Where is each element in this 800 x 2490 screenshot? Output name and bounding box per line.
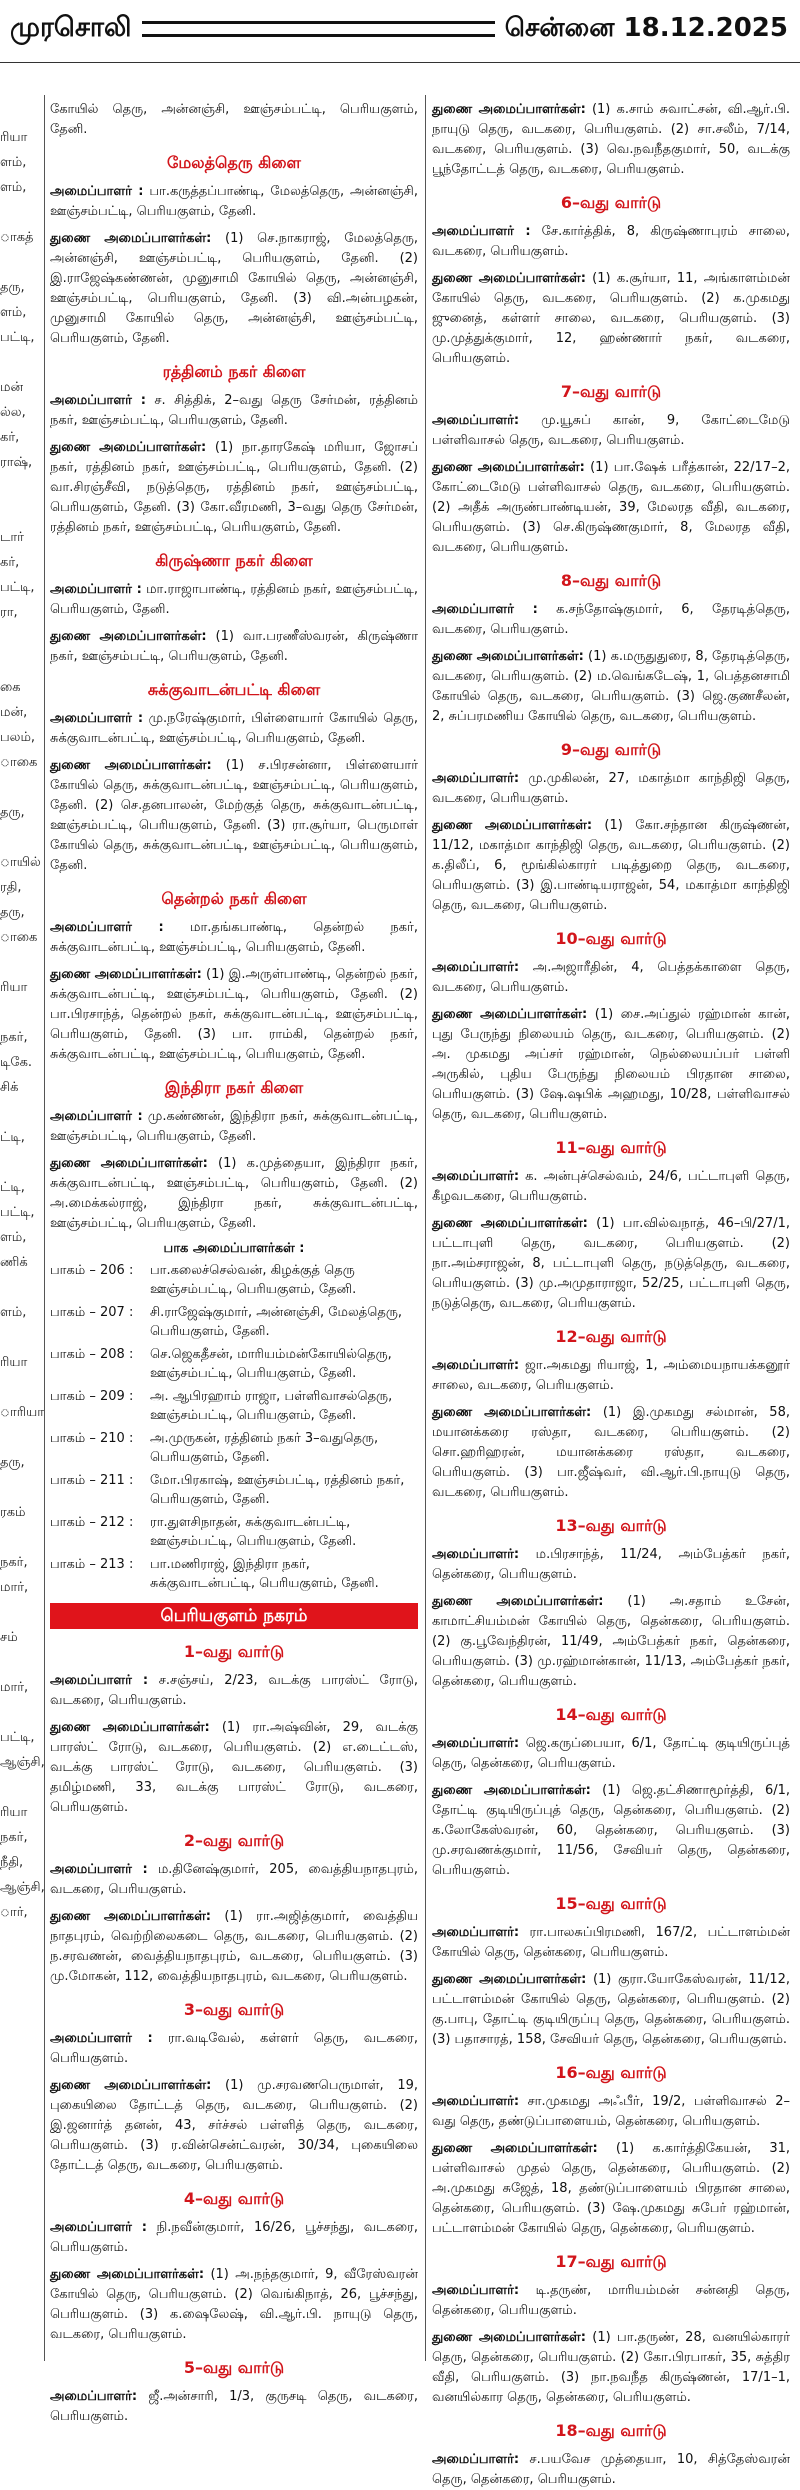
deputy-organisers-entry <box>50 1907 418 1987</box>
section-heading-thendral-nagar: தென்றல் நகர் கிளை <box>161 889 307 908</box>
organiser-entry <box>50 1107 418 1147</box>
organiser-label: அமைப்பாளர்: <box>432 1169 520 1184</box>
deputy-organisers-entry <box>50 965 418 1065</box>
deputy-organisers-entry <box>432 1781 790 1881</box>
organiser-label: அமைப்பாளர்: <box>432 1547 520 1562</box>
left-column-text-fragment: ஆஞ்சி, <box>0 1880 45 1895</box>
left-column-text-fragment: சிக் <box>0 1080 19 1095</box>
organiser-entry <box>50 580 418 620</box>
left-column-text-fragment: ராஷ், <box>0 455 33 470</box>
left-column-text-fragment: ாகை <box>0 755 38 770</box>
left-column-text-fragment: டார் <box>0 530 24 545</box>
left-column-text-fragment: ார், <box>0 1905 28 1920</box>
left-column-text-fragment: சம் <box>0 1630 18 1645</box>
deputy-organisers-entry <box>432 1592 790 1692</box>
booth-row <box>50 1429 418 1467</box>
deputy-organisers-entry <box>50 1154 418 1234</box>
deputy-organisers-entry <box>50 2265 418 2345</box>
left-column-text-fragment <box>0 1425 40 1450</box>
left-column-text-fragment: ஆஞ்சி, <box>0 1755 45 1770</box>
left-column-text-fragment <box>0 200 40 225</box>
organiser-text: ஜெ.கருப்பையா, 6/1, தோட்டி குடியிருப்புத் தெரு, தென்கரை, பெரியகுளம். <box>432 1736 790 1771</box>
section-heading-indira-nagar: இந்திரா நகர் கிளை <box>164 1078 304 1097</box>
organiser-entry <box>50 1671 418 1711</box>
newspaper-name: முரசொலி <box>10 11 132 43</box>
intro-text: கோயில் தெரு, அன்னஞ்சி, ஊஞ்சம்பட்டி, பெரியகுளம், தேனி. <box>50 102 418 137</box>
organiser-entry <box>50 391 418 431</box>
left-column-text-fragment <box>0 1525 40 1550</box>
left-column-text-fragment <box>0 350 40 375</box>
left-column-text-fragment <box>0 1150 40 1175</box>
deputy-label: துணை அமைப்பாளர்கள்: <box>432 1216 588 1231</box>
organiser-entry <box>432 2450 790 2490</box>
deputy-label: துணை அமைப்பாளர்கள்: <box>50 1909 212 1924</box>
organiser-entry <box>50 918 418 958</box>
deputy-text: (1) ரா.அஜித்குமார், வைத்திய நாதபுரம், வெற்றிலைகடை தெரு, வடகரை, பெரியகுளம். (2) ந.சரவணன், வைத்தியநாதபுரம், வடகரை, பெரியகுளம். (3) மு.மோகன், 112, வைத்தியநாதபுரம், வடகரை, பெரியகுளம். <box>50 1909 418 1984</box>
deputy-label: துணை அமைப்பாளர்கள்: <box>50 231 212 246</box>
organiser-label: அமைப்பாளர் : <box>432 224 531 239</box>
deputy-organisers-entry <box>432 2328 790 2408</box>
deputy-text: (1) அ.சதாம் உசேன், காமாட்சியம்மன் கோயில் தெரு, தென்கரை, பெரியகுளம். (2) கு.பூவேந்திரன், 11/49, அம்பேத்கர் நகர், தென்கரை, பெரியகுளம். (3) மு.ரஹ்மான்கான், 11/13, அம்பேத்கர் நகர், தென்கரை, பெரியகுளம். <box>432 1594 790 1689</box>
organiser-text: மு.நரேஷ்குமார், பிள்ளையார் கோயில் தெரு, சுக்குவாடன்பட்டி, ஊஞ்சம்பட்டி, பெரியகுளம், தேனி. <box>50 711 418 746</box>
deputy-text: (1) ஜெ.தட்சிணாமூர்த்தி, 6/1, தோட்டி குடியிருப்புத் தெரு, தென்கரை, பெரியகுளம். (2) க.லோகேஸ்வரன், 60, தென்கரை, பெரியகுளம். (3) மு.சரவணக்குமார், 11/56, சேவியர் தெரு, தென்கரை, பெரியகுளம். <box>432 1783 790 1878</box>
deputy-label: துணை அமைப்பாளர்கள்: <box>50 1720 210 1735</box>
booth-row <box>50 1303 418 1341</box>
left-column-text-fragment <box>0 1100 40 1125</box>
organiser-label: அமைப்பாளர்: <box>432 1925 520 1940</box>
left-column-text-fragment: கர், <box>0 430 20 445</box>
organiser-label: அமைப்பாளர்: <box>432 1358 520 1373</box>
deputy-label: துணை அமைப்பாளர்கள்: <box>432 102 586 117</box>
deputy-label: துணை அமைப்பாளர்கள்: <box>50 2267 205 2282</box>
organiser-label: அமைப்பாளர்: <box>50 2389 138 2404</box>
organiser-entry <box>50 182 418 222</box>
deputy-label: துணை அமைப்பாளர்கள்: <box>432 1007 588 1022</box>
left-column-text-fragment: பலம், <box>0 730 36 745</box>
deputy-text: (1) க.சூர்யா, 11, அங்காளம்மன் கோயில் தெரு, வடகரை, பெரியகுளம். (2) க.முகமது ஜுனைத், கள்ளர் சாலை, வடகரை, பெரியகுளம். (3) மு.முத்துக்குமார், 12, ஹண்ணார் நகர், வடகரை, பெரியகுளம். <box>432 271 791 366</box>
deputy-text: (1) பா.வில்வநாத், 46–பி/27/1, பட்டாபுளி தெரு, வடகரை, பெரியகுளம். (2) நா.அம்சராஜன், 8, பட்டாபுளி தெரு, நடுத்தெரு, வடகரை, பெரியகுளம். (3) மு.அமுதாராஜா, 52/25, பட்டாபுளி தெரு, நடுத்தெரு, வடகரை, பெரியகுளம். <box>432 1216 790 1311</box>
ward-heading-14: 14–வது வார்டு <box>555 1705 667 1724</box>
organiser-label: அமைப்பாளர் : <box>50 393 146 408</box>
left-column-text-fragment: ாயில் <box>0 855 41 870</box>
ward-heading-12: 12–வது வார்டு <box>555 1327 667 1346</box>
left-column-text-fragment: நகர், <box>0 1030 28 1045</box>
left-column-text-fragment: ாரியா <box>0 1405 45 1420</box>
periyakulam-town-banner: பெரியகுளம் நகரம் <box>50 1603 418 1629</box>
organiser-entry <box>50 2218 418 2258</box>
organiser-entry <box>50 2387 418 2427</box>
left-column-text-fragment: தரு, <box>0 280 25 295</box>
left-column-text-fragment: ட்டி, <box>0 1130 25 1145</box>
deputy-text: (1) மு.சரவணபெருமாள், 19, புகையிலை தோட்டத் தெரு, வடகரை, பெரியகுளம். (2) இ.ஜனார்த் தனன், 43, சர்ச்சல் பள்ளித் தெரு, வடகரை, பெரியகுளம். (3) ர.வின்சென்ட்வரன், 30/34, புகையிலை தோட்டத் தெரு, வடகரை, பெரியகுளம். <box>50 2078 418 2173</box>
deputy-organisers-entry <box>432 1403 790 1503</box>
organiser-entry <box>432 222 790 262</box>
left-column-text-fragment: தரு, <box>0 1455 25 1470</box>
left-column-text-fragment: டிகே. <box>0 1055 33 1070</box>
deputy-organisers-entry <box>432 1005 790 1125</box>
booth-row <box>50 1261 418 1299</box>
left-column-text-fragment: நகர், <box>0 1555 28 1570</box>
organiser-entry <box>50 709 418 749</box>
booth-row <box>50 1555 418 1593</box>
deputy-label: துணை அமைப்பாளர்கள்: <box>50 1156 208 1171</box>
organiser-label: அமைப்பாளர் : <box>50 2220 147 2235</box>
ward-heading-16: 16–வது வார்டு <box>555 2063 667 2082</box>
left-column-text-fragment: ளம், <box>0 155 27 170</box>
organiser-text: சே.கார்த்திக், 8, கிருஷ்ணாபுரம் சாலை, வடகரை, பெரியகுளம். <box>432 224 790 259</box>
left-column-text-fragment: பட்டி, <box>0 330 35 345</box>
left-column-text-fragment: தரு, <box>0 905 25 920</box>
deputy-organisers-entry <box>50 1718 418 1818</box>
organiser-label: அமைப்பாளர் : <box>50 582 142 597</box>
deputy-text: (1) செ.நாகராஜ், மேலத்தெரு, அன்னஞ்சி, ஊஞ்சம்பட்டி, பெரியகுளம், தேனி. (2) இ.ராஜேஷ்கண்ணன், முனுசாமி கோயில் தெரு, அன்னஞ்சி, ஊஞ்சம்பட்டி, பெரியகுளம், தேனி. (3) வி.அன்பழகன், முனுசாமி கோயில் தெரு, அன்னஞ்சி, ஊஞ்சம்பட்டி, பெரியகுளம், தேனி. <box>50 231 418 346</box>
deputy-text: (1) பா.ஷேக் பரீத்கான், 22/17–2, கோட்டைமேடு பள்ளிவாசல் தெரு, வடகரை, பெரியகுளம். (2) அதீக் அருண்பாண்டியன், 39, மேலரத வீதி, வடகரை, பெரியகுளம். (3) செ.கிருஷ்ணகுமார், 8, மேலரத வீதி, வடகரை, பெரியகுளம். <box>432 460 790 555</box>
left-column-text-fragment <box>0 100 40 125</box>
deputy-text: (1) க.முத்தையா, இந்திரா நகர், சுக்குவாடன்பட்டி, ஊஞ்சம்பட்டி, பெரியகுளம், தேனி. (2) அ.மைக்கல்ராஜ், இந்திரா நகர், சுக்குவாடன்பட்டி, ஊஞ்சம்பட்டி, பெரியகுளம், தேனி. <box>50 1156 419 1231</box>
organiser-text: மா.தங்கபாண்டி, தென்றல் நகர், சுக்குவாடன்பட்டி, ஊஞ்சம்பட்டி, பெரியகுளம், தேனி. <box>50 920 418 955</box>
left-column-text-fragment <box>0 1000 40 1025</box>
left-column-text-fragment <box>0 1375 40 1400</box>
organiser-text: ரா.வடிவேல், கள்ளர் தெரு, வடகரை, பெரியகுளம். <box>50 2031 418 2066</box>
ward-heading-18: 18–வது வார்டு <box>555 2421 667 2440</box>
booth-organiser: மோ.பிரகாஷ், ஊஞ்சம்பட்டி, ரத்தினம் நகர், பெரியகுளம், தேனி. <box>150 1473 405 1507</box>
organiser-text: டி.தருண், மாரியம்மன் சன்னதி தெரு, தென்கரை, பெரியகுளம். <box>432 2283 790 2318</box>
organiser-label: அமைப்பாளர்: <box>432 2452 520 2467</box>
organiser-entry <box>432 2281 790 2321</box>
organiser-label: அமைப்பாளர்: <box>432 960 520 975</box>
booth-organiser: அ.முருகன், ரத்தினம் நகர் 3–வதுதெரு, பெரியகுளம், தேனி. <box>150 1431 379 1465</box>
deputy-label: துணை அமைப்பாளர்கள்: <box>50 629 207 644</box>
booth-organisers-heading: பாக அமைப்பாளர்கள் : <box>163 1241 305 1256</box>
left-column-text-fragment <box>0 1775 40 1800</box>
left-column-text-fragment: நீதி, <box>0 1855 24 1870</box>
deputy-organisers-entry <box>50 438 418 538</box>
organiser-entry <box>432 1356 790 1396</box>
left-column-text-fragment: ரியா <box>0 1805 28 1820</box>
organiser-text: ம.தினேஷ்குமார், 205, வைத்தியநாதபுரம், வடகரை, பெரியகுளம். <box>50 1862 418 1897</box>
organiser-label: அமைப்பாளர்: <box>432 2283 520 2298</box>
organiser-entry <box>50 2029 418 2069</box>
left-column-text-fragment: ரியா <box>0 130 28 145</box>
organiser-entry <box>432 1167 790 1207</box>
organiser-text: அ.அஜாரீதின், 4, பெத்தக்காளை தெரு, வடகரை, பெரியகுளம். <box>432 960 790 995</box>
organiser-text: ம.பிரசாந்த், 11/24, அம்பேத்கர் நகர், தென்கரை, பெரியகுளம். <box>432 1547 790 1582</box>
organiser-text: மு.முகிலன், 27, மகாத்மா காந்திஜி தெரு, வடகரை, பெரியகுளம். <box>432 771 790 806</box>
deputy-text: (1) ச.பிரசன்னா, பிள்ளையார் கோயில் தெரு, சுக்குவாடன்பட்டி, ஊஞ்சம்பட்டி, பெரியகுளம், தேனி. (2) செ.தனபாலன், மேற்குத் தெரு, சுக்குவாடன்பட்டி, ஊஞ்சம்பட்டி, பெரியகுளம், தேனி. (3) ரா.சூர்யா, பெருமாள் கோயில் தெரு, சுக்குவாடன்பட்டி, ஊஞ்சம்பட்டி, பெரியகுளம், தேனி. <box>50 758 418 873</box>
deputy-label: துணை அமைப்பாளர்கள்: <box>432 1783 591 1798</box>
left-column-text-fragment: ரதி, <box>0 880 22 895</box>
column-divider-1 <box>44 95 45 2361</box>
booth-number: பாகம் – 212 : <box>50 1515 134 1530</box>
organiser-entry <box>432 411 790 451</box>
booth-number: பாகம் – 209 : <box>50 1389 134 1404</box>
organiser-label: அமைப்பாளர் : <box>432 602 538 617</box>
deputy-text: (1) சை.அப்துல் ரஹ்மான் கான், புது பேருந்து நிலையம் தெரு, வடகரை, பெரியகுளம். (2) அ. முகமது அப்சர் ரஹ்மான், நெல்லையப்பர் பள்ளி அருகில், புதிய பேருந்து நிலையம் பிரதான சாலை, பெரியகுளம். (3) ஷே.ஷபிக் அஹமது, 10/28, பள்ளிவாசல் தெரு, வடகரை, பெரியகுளம். <box>432 1007 790 1122</box>
organiser-text: மா.ராஜாபாண்டி, ரத்தினம் நகர், ஊஞ்சம்பட்டி, பெரியகுளம், தேனி. <box>50 582 418 617</box>
deputy-text: (1) பா.தருண், 28, வனயில்காரர் தெரு, தென்கரை, பெரியகுளம். (2) கோ.பிரபாகர், 35, சுத்திர வீதி, பெரியகுளம். (3) நா.நவநீத கிருஷ்ணன், 17/1–1, வனயில்கார தெரு, தென்கரை, பெரியகுளம். <box>432 2330 790 2405</box>
left-column-text-fragment <box>0 775 40 800</box>
right-column <box>432 100 791 2487</box>
deputy-text: (1) நா.தாரகேஷ் மரியா, ஜோசப் நகர், ரத்தினம் நகர், ஊஞ்சம்பட்டி, பெரியகுளம், தேனி. (2) வா.சிரஞ்சீவி, நடுத்தெரு, ரத்தினம் நகர், ஊஞ்சம்பட்டி, பெரியகுளம், தேனி. (3) கோ.வீரமணி, 3–வது தெரு சேர்மன், ரத்தினம் நகர், ஊஞ்சம்பட்டி, பெரியகுளம், தேனி. <box>50 440 418 535</box>
left-column-text-fragment <box>0 625 40 650</box>
left-column-text-fragment <box>0 1475 40 1500</box>
left-column-text-fragment <box>0 825 40 850</box>
deputy-organisers-entry <box>432 100 790 180</box>
left-column-text-fragment: ரா, <box>0 605 18 620</box>
organiser-text: ச.சஞ்சய், 2/23, வடக்கு பாரஸ்ட் ரோடு, வடகரை, பெரியகுளம். <box>50 1673 418 1708</box>
left-column-text-fragment <box>0 500 40 525</box>
organiser-label: அமைப்பாளர் : <box>50 711 144 726</box>
organiser-label: அமைப்பாளர் : <box>50 184 144 199</box>
left-column-text-fragment <box>0 650 40 675</box>
organiser-entry <box>432 1734 790 1774</box>
left-column-text-fragment <box>0 1600 40 1625</box>
ward-heading-17: 17–வது வார்டு <box>555 2252 667 2271</box>
ward-heading-1: 1–வது வார்டு <box>183 1642 285 1661</box>
masthead <box>0 0 800 58</box>
deputy-text: (1) க.சாம் சுவாட்சன், வி.ஆர்.பி. நாயுடு தெரு, வடகரை, பெரியகுளம். (2) சா.சலீம், 7/14, வடகரை, பெரியகுளம். (3) வெ.நவநீதகுமார், 50, வடக்கு பூந்தோட்டத் தெரு, வடகரை, பெரியகுளம். <box>432 102 791 177</box>
booth-list <box>50 1261 418 1593</box>
ward-heading-6: 6–வது வார்டு <box>560 193 662 212</box>
booth-number: பாகம் – 211 : <box>50 1473 134 1488</box>
deputy-label: துணை அமைப்பாளர்கள்: <box>432 2141 598 2156</box>
booth-number: பாகம் – 206 : <box>50 1263 134 1278</box>
deputy-label: துணை அமைப்பாளர்கள்: <box>50 2078 212 2093</box>
deputy-text: (1) க.மருதுதுரை, 8, தேரடித்தெரு, வடகரை, பெரியகுளம். (2) ம.வெங்கடேஷ், 1, பெத்தனசாமி கோயில் தெரு, வடகரை, பெரியகுளம். (3) ஜெ.குணசீலன், 2, சுப்பரமணிய கோயில் தெரு, வடகரை, பெரியகுளம். <box>432 649 790 724</box>
booth-row <box>50 1387 418 1425</box>
left-column-text-fragment <box>0 1650 40 1675</box>
section-heading-melatheru: மேலத்தெரு கிளை <box>167 153 301 172</box>
organiser-text: ச. சித்திக், 2–வது தெரு சேர்மன், ரத்தினம் நகர், ஊஞ்சம்பட்டி, பெரியகுளம், தேனி. <box>50 393 418 428</box>
organiser-entry <box>432 1923 790 1963</box>
left-column-text-fragment: மன் <box>0 380 24 395</box>
booth-organiser: ரா.துளசிநாதன், சுக்குவாடன்பட்டி, ஊஞ்சம்பட்டி, பெரியகுளம், தேனி. <box>150 1515 357 1549</box>
organiser-text: பா.கருத்தப்பாண்டி, மேலத்தெரு, அன்னஞ்சி, ஊஞ்சம்பட்டி, பெரியகுளம், தேனி. <box>50 184 418 219</box>
deputy-label: துணை அமைப்பாளர்கள்: <box>432 818 593 833</box>
organiser-text: ச.பயவேச முத்தையா, 10, சித்தேஸ்வரன் தெரு, தென்கரை, பெரியகுளம். <box>432 2452 790 2487</box>
organiser-text: க.சந்தோஷ்குமார், 6, தேரடித்தெரு, வடகரை, பெரியகுளம். <box>432 602 790 637</box>
left-column-text-fragment: நகர், <box>0 1830 28 1845</box>
ward-heading-5: 5–வது வார்டு <box>183 2358 285 2377</box>
deputy-label: துணை அமைப்பாளர்கள்: <box>432 649 584 664</box>
left-column-text-fragment <box>0 475 40 500</box>
left-column-text-fragment: தரு, <box>0 805 25 820</box>
deputy-organisers-entry <box>50 2076 418 2176</box>
deputy-organisers-entry <box>50 756 418 876</box>
organiser-entry <box>50 1860 418 1900</box>
organiser-label: அமைப்பாளர் : <box>50 1673 149 1688</box>
booth-number: பாகம் – 207 : <box>50 1305 134 1320</box>
organiser-label: அமைப்பாளர் : <box>50 1109 143 1124</box>
organiser-label: அமைப்பாளர் : <box>50 920 164 935</box>
organiser-text: ரா.பாலசுப்பிரமணி, 167/2, பட்டாளம்மன் கோயில் தெரு, தென்கரை, பெரியகுளம். <box>432 1925 790 1960</box>
left-column-text-fragment: ட்டி, <box>0 1180 25 1195</box>
left-column-text-fragment: ளம், <box>0 1230 27 1245</box>
left-column-text-fragment: ளம், <box>0 180 27 195</box>
booth-number: பாகம் – 210 : <box>50 1431 134 1446</box>
deputy-label: துணை அமைப்பாளர்கள்: <box>50 758 212 773</box>
deputy-text: (1) வா.பரணீஸ்வரன், கிருஷ்ணா நகர், ஊஞ்சம்பட்டி, பெரியகுளம், தேனி. <box>50 629 418 664</box>
organiser-text: சா.முகமது அஃபீர், 19/2, பள்ளிவாசல் 2–வது தெரு, தண்டுப்பாளையம், தென்கரை, பெரியகுளம். <box>432 2094 790 2129</box>
masthead-rule <box>142 21 495 37</box>
booth-organiser: செ.ஜெகதீசன், மாரியம்மன்கோயில்தெரு, ஊஞ்சம்பட்டி, பெரியகுளம், தேனி. <box>150 1347 392 1381</box>
deputy-label: துணை அமைப்பாளர்கள்: <box>432 460 585 475</box>
deputy-text: (1) இ.முகமது சல்மான், 58, மயானக்கரை ரஸ்தா, வடகரை, பெரியகுளம். (2) சொ.ஹரிஹரன், மயானக்கரை ரஸ்தா, வடகரை, பெரியகுளம். (3) பா.ஜீஷ்வர், வி.ஆர்.பி.நாயுடு தெரு, வடகரை, பெரியகுளம். <box>432 1405 790 1500</box>
ward-heading-15: 15–வது வார்டு <box>555 1894 667 1913</box>
left-column-text-fragment <box>0 1325 40 1350</box>
left-column-text-fragment: பட்டி, <box>0 1205 35 1220</box>
left-column-text-fragment <box>0 1275 40 1300</box>
left-column-text-fragment: ல்ல, <box>0 405 26 420</box>
organiser-entry <box>432 1545 790 1585</box>
left-column-text-fragment: ரியா <box>0 1355 28 1370</box>
deputy-text: (1) ரா.அஷ்வின், 29, வடக்கு பாரஸ்ட் ரோடு, வடகரை, பெரியகுளம். (2) எ.டைட்டஸ், வடக்கு பாரஸ்ட் ரோடு, வடகரை, பெரியகுளம். (3) தமிழ்மணி, 33, வடக்கு பாரஸ்ட் ரோடு, வடகரை, பெரியகுளம். <box>50 1720 418 1815</box>
left-column-text-fragment: ரகம் <box>0 1505 26 1520</box>
section-heading-krishna-nagar: கிருஷ்ணா நகர் கிளை <box>155 551 313 570</box>
booth-organiser: சி.ராஜேஷ்குமார், அன்னஞ்சி, மேலத்தெரு, பெரியகுளம், தேனி. <box>150 1305 403 1339</box>
organiser-text: மு.கண்ணன், இந்திரா நகர், சுக்குவாடன்பட்டி, ஊஞ்சம்பட்டி, பெரியகுளம், தேனி. <box>50 1109 418 1144</box>
ward-heading-11: 11–வது வார்டு <box>555 1138 667 1157</box>
organiser-text: ஜீ.அன்சாரி, 1/3, குருசடி தெரு, வடகரை, பெரியகுளம். <box>50 2389 418 2424</box>
organiser-label: அமைப்பாளர்: <box>432 413 520 428</box>
section-heading-sukkuvadanpatti: சுக்குவாடன்பட்டி கிளை <box>147 680 321 699</box>
organiser-label: அமைப்பாளர்: <box>432 2094 520 2109</box>
organiser-label: அமைப்பாளர் : <box>50 1862 148 1877</box>
ward-heading-7: 7–வது வார்டு <box>560 382 662 401</box>
deputy-text: (1) இ.அருள்பாண்டி, தென்றல் நகர், சுக்குவாடன்பட்டி, ஊஞ்சம்பட்டி, பெரியகுளம், தேனி. (2) பா.பிரசாந்த், தென்றல் நகர், சுக்குவாடன்பட்டி, ஊஞ்சம்பட்டி, பெரியகுளம், தேனி. (3) பா. ராம்கி, தென்றல் நகர், சுக்குவாடன்பட்டி, ஊஞ்சம்பட்டி, பெரியகுளம், தேனி. <box>50 967 418 1062</box>
deputy-text: (1) க.கார்த்திகேயன், 31, பள்ளிவாசல் முதல் தெரு, தென்கரை, பெரியகுளம். (2) அ.முகமது சுஜேத், 18, தண்டுப்பாளையம் பிரதான சாலை, தென்கரை, பெரியகுளம். (3) ஷே.முகமது சுபேர் ரஹ்மான், பட்டாளம்மன் கோயில் தெரு, தென்கரை, பெரியகுளம். <box>432 2141 790 2236</box>
deputy-organisers-entry <box>432 1214 790 1314</box>
deputy-organisers-entry <box>432 816 790 916</box>
left-column-text-fragment: கை <box>0 680 21 695</box>
booth-row <box>50 1471 418 1509</box>
left-column-text-fragment <box>0 250 40 275</box>
left-column-text-fragment: ளம், <box>0 305 27 320</box>
booth-organiser: அ. ஆபிரஹாம் ராஜா, பள்ளிவாசல்தெரு, ஊஞ்சம்பட்டி, பெரியகுளம், தேனி. <box>150 1389 393 1423</box>
ward-heading-8: 8–வது வார்டு <box>560 571 662 590</box>
organiser-text: ஜா.அகமது ரியாஜ், 1, அம்மையநாயக்கனூர் சாலை, வடகரை, பெரியகுளம். <box>432 1358 790 1393</box>
deputy-label: துணை அமைப்பாளர்கள்: <box>432 271 586 286</box>
booth-number: பாகம் – 213 : <box>50 1557 134 1572</box>
deputy-organisers-entry <box>432 269 790 369</box>
deputy-organisers-entry <box>432 2139 790 2239</box>
deputy-organisers-entry <box>50 229 418 349</box>
ward-heading-13: 13–வது வார்டு <box>555 1516 667 1535</box>
left-column-text-fragment: ளம், <box>0 1305 27 1320</box>
left-column-text-fragment: பட்டி, <box>0 1730 35 1745</box>
deputy-text: (1) அ.நந்தகுமார், 9, வீரேஸ்வரன் கோயில் தெரு, பெரியகுளம். (2) வெங்கிநாத், 26, பூச்சந்து, பெரியகுளம். (3) க.ஷைலேஷ், வி.ஆர்.பி. நாயுடு தெரு, வடகரை, பெரியகுளம். <box>50 2267 418 2342</box>
deputy-organisers-entry <box>50 627 418 667</box>
ward-heading-4: 4–வது வார்டு <box>183 2189 285 2208</box>
left-column-text-fragment: ரியா <box>0 980 28 995</box>
left-column-text-fragment <box>0 950 40 975</box>
ward-heading-10: 10–வது வார்டு <box>555 929 667 948</box>
edition-city-date: சென்னை 18.12.2025 <box>504 12 788 43</box>
deputy-label: துணை அமைப்பாளர்கள்: <box>432 1594 604 1609</box>
deputy-text: (1) கோ.சந்தான கிருஷ்ணன், 11/12, மகாத்மா காந்திஜி தெரு, வடகரை, பெரியகுளம். (2) க.திலீப், 6, மூங்கில்காரர் படித்துறை தெரு, வடகரை, பெரியகுளம். (3) இ.பாண்டியராஜன், 54, மகாத்மா காந்திஜி தெரு, வடகரை, பெரியகுளம். <box>432 818 790 913</box>
left-column-text-fragment: ாகை <box>0 930 38 945</box>
section-heading-rathinam-nagar: ரத்தினம் நகர் கிளை <box>162 362 306 381</box>
deputy-organisers-entry <box>432 458 790 558</box>
ward-heading-3: 3–வது வார்டு <box>183 2000 285 2019</box>
organiser-label: அமைப்பாளர்: <box>432 771 520 786</box>
organiser-entry <box>432 2092 790 2132</box>
booth-organiser: பா.கலைச்செல்வன், கிழக்குத் தெரு ஊஞ்சம்பட்டி, பெரியகுளம், தேனி. <box>150 1263 357 1297</box>
organiser-entry <box>432 769 790 809</box>
deputy-label: துணை அமைப்பாளர்கள்: <box>50 440 207 455</box>
booth-row <box>50 1513 418 1551</box>
left-column-text-fragment: பட்டி, <box>0 580 35 595</box>
booth-row <box>50 1345 418 1383</box>
left-column-text-fragment: மார், <box>0 1680 29 1695</box>
organiser-text: நி.நவீன்குமார், 16/26, பூச்சந்து, வடகரை, பெரியகுளம். <box>50 2220 418 2255</box>
masthead-divider <box>0 62 800 63</box>
deputy-organisers-entry <box>432 647 790 727</box>
ward-heading-9: 9–வது வார்டு <box>560 740 662 759</box>
organiser-text: மு.யூசுப் கான், 9, கோட்டைமேடு பள்ளிவாசல் தெரு, வடகரை, பெரியகுளம். <box>432 413 790 448</box>
column-divider-2 <box>425 95 426 2361</box>
deputy-text: (1) குரா.யோகேஸ்வரன், 11/12, பட்டாளம்மன் கோயில் தெரு, தென்கரை, பெரியகுளம். (2) கு.பாபு, தோட்டி குடியிருப்பு தெரு, தென்கரை, பெரியகுளம். (3) பதாசாரத், 158, சேவியர் தெரு, தென்கரை, பெரியகுளம். <box>432 1972 790 2047</box>
left-column-text-fragment: மார், <box>0 1580 29 1595</box>
left-column-text-fragment: கர், <box>0 555 20 570</box>
left-column-text-fragment: ணிக் <box>0 1255 28 1270</box>
deputy-label: துணை அமைப்பாளர்கள்: <box>432 1972 587 1987</box>
left-column-text-fragment: மன், <box>0 705 28 720</box>
organiser-label: அமைப்பாளர் : <box>50 2031 153 2046</box>
deputy-label: துணை அமைப்பாளர்கள்: <box>432 1405 592 1420</box>
ward-heading-2: 2–வது வார்டு <box>183 1831 285 1850</box>
booth-number: பாகம் – 208 : <box>50 1347 134 1362</box>
deputy-label: துணை அமைப்பாளர்கள்: <box>432 2330 586 2345</box>
booth-organiser: பா.மணிராஜ், இந்திரா நகர், சுக்குவாடன்பட்டி, பெரியகுளம், தேனி. <box>150 1557 379 1591</box>
deputy-label: துணை அமைப்பாளர்கள்: <box>50 967 202 982</box>
left-column-text-fragment: ாகத் <box>0 230 34 245</box>
organiser-entry <box>432 600 790 640</box>
middle-column <box>50 100 419 2424</box>
deputy-organisers-entry <box>432 1970 790 2050</box>
organiser-text: க. அன்புச்செல்வம், 24/6, பட்டாபுளி தெரு, கீழவடகரை, பெரியகுளம். <box>432 1169 790 1204</box>
left-column-text-fragment <box>0 1700 40 1725</box>
organiser-entry <box>432 958 790 998</box>
left-column-fragments <box>0 100 45 2360</box>
organiser-label: அமைப்பாளர்: <box>432 1736 520 1751</box>
